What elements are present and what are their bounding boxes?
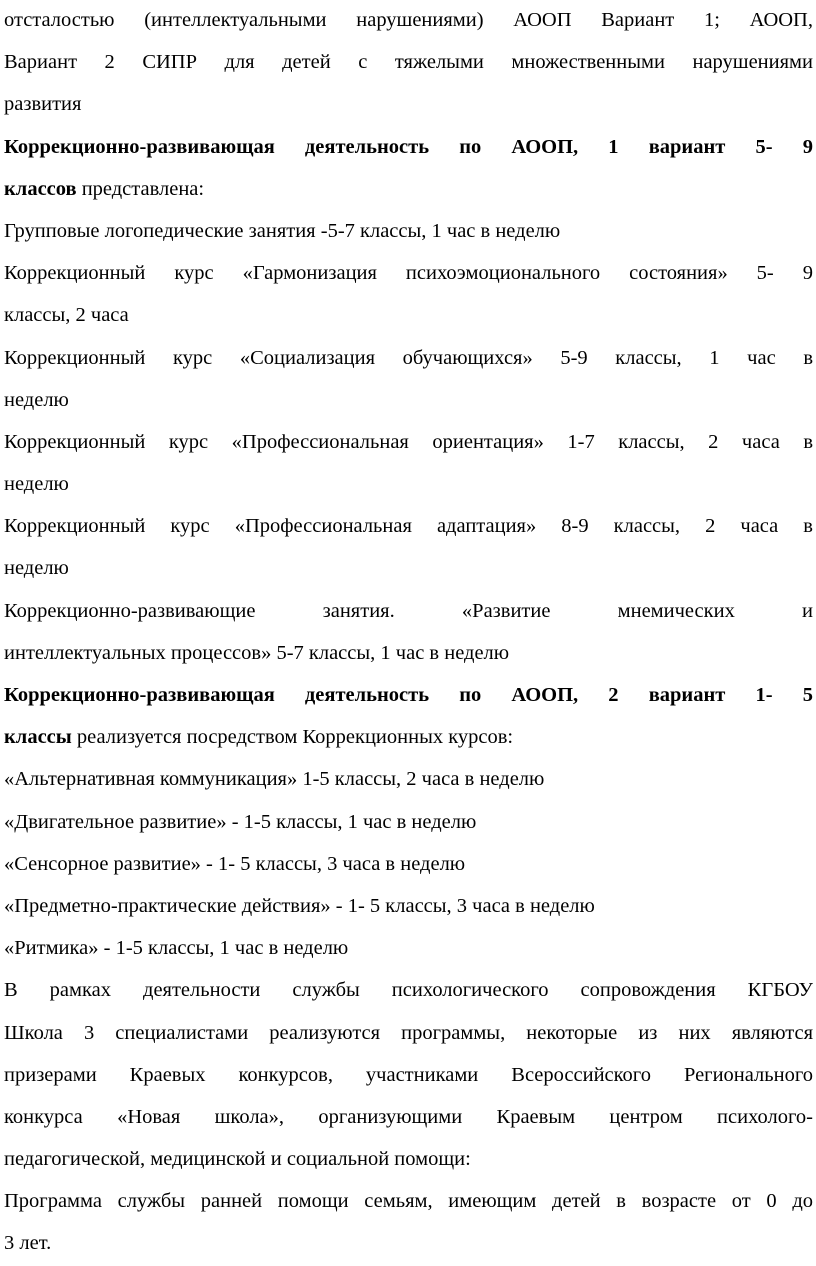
list-item: «Сенсорное развитие» - 1- 5 классы, 3 часа в неделю (4, 852, 466, 875)
text-line: призерами Краевых конкурсов, участниками Всероссийского Регионального (4, 1063, 813, 1086)
variant2-list (4, 758, 813, 969)
text-line: Вариант 2 СИПР для детей с тяжелыми множественными нарушениями (4, 51, 813, 74)
list-item: Коррекционный курс «Социализация обучающихся» 5-9 классы, 1 час в (4, 346, 813, 369)
list-item: «Ритмика» - 1-5 классы, 1 час в неделю (4, 937, 349, 960)
text-line: 3 лет. (4, 1232, 52, 1255)
heading-line (4, 716, 813, 758)
heading-rest: представлена: (76, 177, 205, 200)
list-item: Коррекционный курс «Профессиональная ориентация» 1-7 классы, 2 часа в (4, 430, 813, 453)
list-item: «Двигательное развитие» - 1-5 классы, 1 час в неделю (4, 810, 477, 833)
heading-rest: реализуется посредством Коррекционных курсов: (71, 726, 514, 749)
list-item: Коррекционный курс «Профессиональная адаптация» 8-9 классы, 2 часа в (4, 515, 813, 538)
text-line: развития (4, 93, 82, 116)
list-item: «Предметно-практические действия» - 1- 5 классы, 3 часа в неделю (4, 894, 595, 917)
list-item-cont: классы, 2 часа (4, 304, 129, 327)
text-line: В рамках деятельности службы психологического сопровождения КГБОУ (4, 979, 813, 1002)
variant2-heading (4, 674, 813, 758)
service-paragraph (4, 969, 813, 1180)
heading-line: Коррекционно-развивающая деятельность по АООП, 2 вариант 1- 5 (4, 684, 813, 706)
variant1-list (4, 210, 813, 674)
intro-paragraph (4, 0, 813, 126)
heading-bold-word: классы (4, 726, 72, 749)
list-item-cont: интеллектуальных процессов» 5-7 классы, 1 час в неделю (4, 641, 510, 664)
text-line: Школа 3 специалистами реализуются программы, некоторые из них являются (4, 1021, 813, 1044)
list-item: Коррекционно-развивающие занятия. «Развитие мнемических и (4, 599, 813, 622)
list-item: Коррекционный курс «Гармонизация психоэмоционального состояния» 5- 9 (4, 262, 813, 285)
list-item-cont: неделю (4, 388, 69, 411)
heading-line: Коррекционно-развивающая деятельность по АООП, 1 вариант 5- 9 (4, 135, 813, 158)
text-line: Программа службы ранней помощи семьям, имеющим детей в возрасте от 0 до (4, 1190, 813, 1213)
text-line: отсталостью (интеллектуальными нарушениями) АООП Вариант 1; АООП, (4, 9, 813, 31)
list-item-cont: неделю (4, 473, 69, 496)
heading-bold-word: классов (4, 177, 77, 200)
variant1-heading (4, 126, 813, 210)
heading-line (4, 168, 813, 210)
list-item: Групповые логопедические занятия -5-7 классы, 1 час в неделю (4, 219, 561, 242)
list-item-cont: неделю (4, 557, 69, 580)
program-paragraph (4, 1180, 813, 1264)
text-line: педагогической, медицинской и социальной помощи: (4, 1148, 471, 1171)
list-item: «Альтернативная коммуникация» 1-5 классы, 2 часа в неделю (4, 768, 545, 791)
text-line: конкурса «Новая школа», организующими Краевым центром психолого- (4, 1105, 813, 1128)
